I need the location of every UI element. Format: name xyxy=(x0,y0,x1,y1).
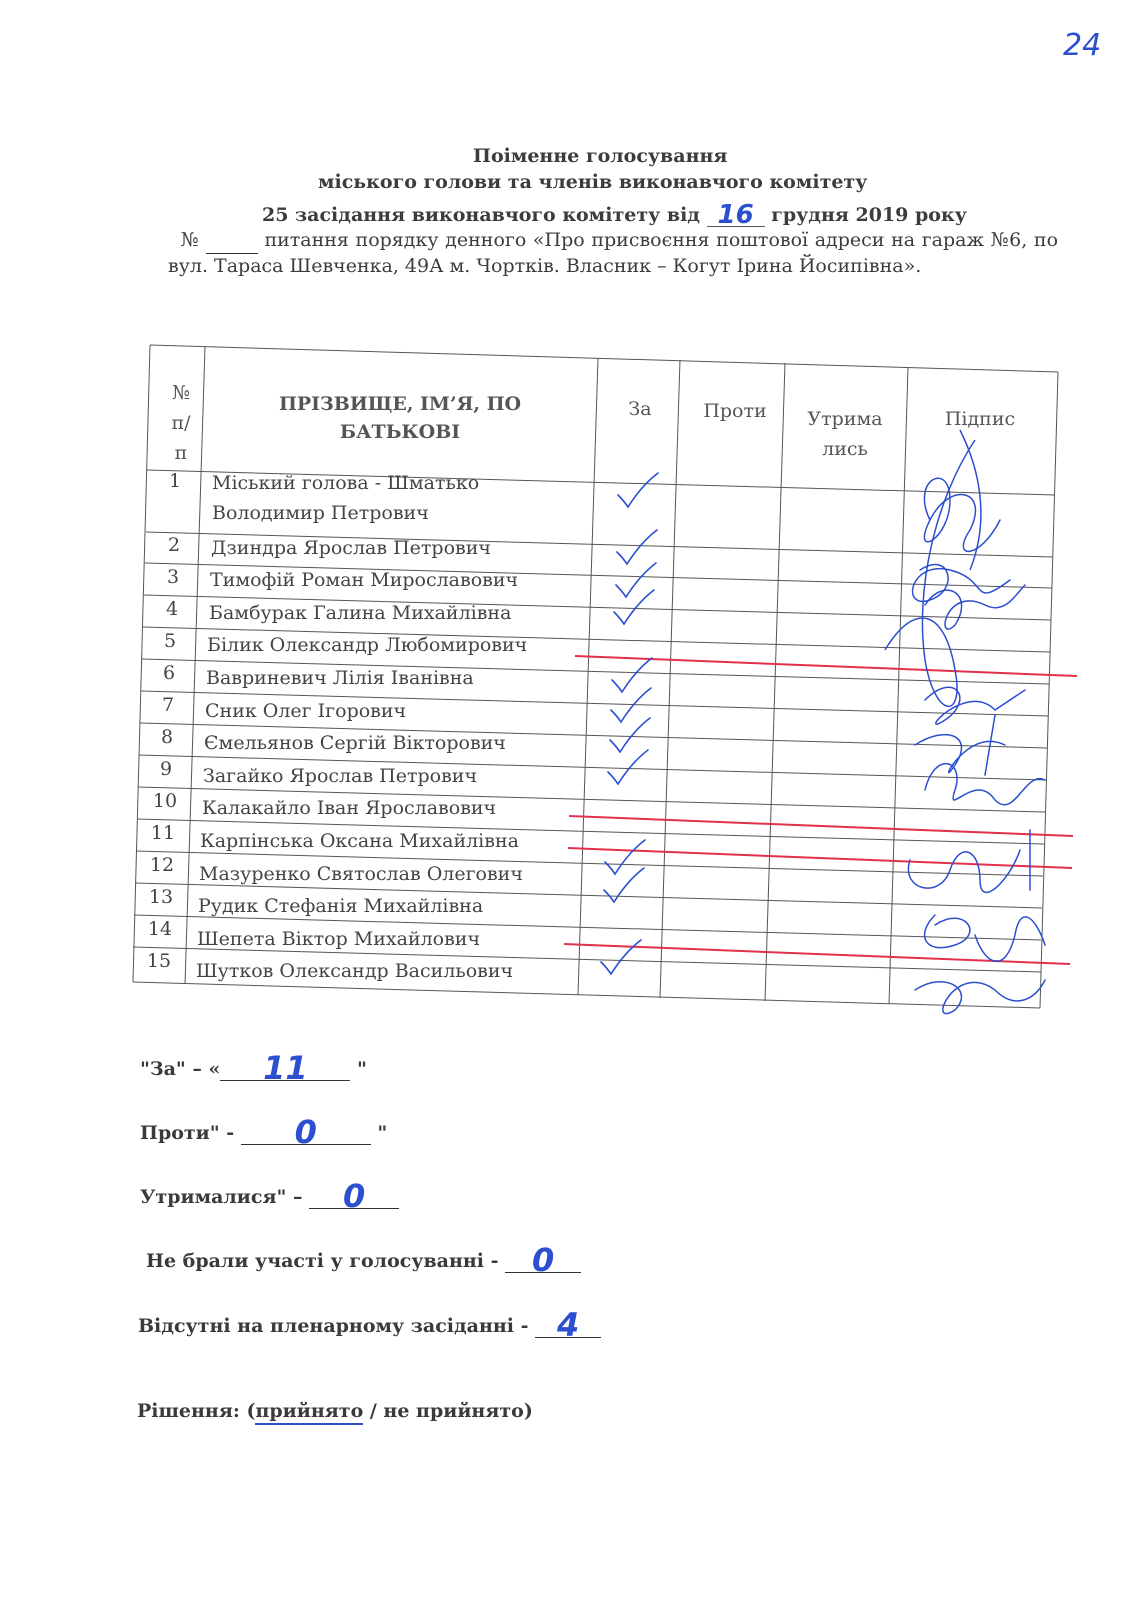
summary-against xyxy=(140,1112,388,1151)
title-line-1: Поіменне голосування xyxy=(473,145,728,167)
summary-not-voted-value: 0 xyxy=(532,1241,555,1279)
row-member-name-line2: Володимир Петрович xyxy=(212,502,429,524)
agenda-number-label: № xyxy=(180,229,200,251)
vote-for-checkmark xyxy=(604,868,644,902)
row-number: 15 xyxy=(146,950,172,972)
summary-against-value: 0 xyxy=(294,1113,317,1151)
member-signature xyxy=(925,585,1025,629)
row-number: 1 xyxy=(168,470,182,492)
decision-line xyxy=(137,1400,533,1422)
row-number: 5 xyxy=(163,630,177,652)
member-signature xyxy=(915,980,1045,1014)
row-member-name: Калакайло Іван Ярославович xyxy=(202,797,497,819)
header-abstain: Утрима лись xyxy=(807,408,883,460)
decision-separator: / xyxy=(363,1400,384,1422)
member-signature xyxy=(915,715,1005,775)
summary-abstain-value: 0 xyxy=(342,1177,366,1215)
title-line-3-suffix: грудня 2019 року xyxy=(771,204,967,226)
header-signature: Підпис xyxy=(944,408,1016,430)
title-line-3-prefix: 25 засідання виконавчого комітету від xyxy=(262,204,700,226)
row-member-name: Міський голова - Шматько xyxy=(212,472,480,494)
row-member-name: Ємельянов Сергій Вікторович xyxy=(204,732,506,754)
vote-for-checkmark xyxy=(605,840,645,874)
summary-absent-label: Відсутні на пленарному засіданні - xyxy=(138,1315,529,1337)
header-number: № п/ п xyxy=(171,382,191,464)
row-number: 7 xyxy=(161,694,175,716)
absent-strike-line xyxy=(568,848,1072,868)
row-member-name: Загайко Ярослав Петрович xyxy=(203,765,478,787)
decision-accepted: прийнято xyxy=(255,1400,363,1425)
row-number: 6 xyxy=(162,662,176,684)
row-member-name: Тимофій Роман Мирославович xyxy=(210,569,519,591)
vote-for-checkmark xyxy=(618,473,658,507)
summary-against-close: " xyxy=(377,1122,388,1144)
summary-absent-field xyxy=(535,1305,601,1344)
summary-for-close: " xyxy=(357,1058,367,1080)
row-member-name: Шутков Олександр Васильович xyxy=(196,960,514,982)
row-member-name: Бамбурак Галина Михайлівна xyxy=(209,602,512,624)
title-line-2: міського голови та членів виконавчого комітету xyxy=(318,171,868,193)
row-number: 10 xyxy=(152,790,178,812)
row-number: 2 xyxy=(167,534,181,556)
mayor-signature xyxy=(885,430,981,706)
row-number: 14 xyxy=(147,918,173,940)
summary-abstain xyxy=(140,1176,399,1215)
header-name: ПРІЗВИЩЕ, ІМ’Я, ПО БАТЬКОВІ xyxy=(278,393,522,443)
summary-for-value: 11 xyxy=(263,1049,308,1087)
row-member-name: Вавриневич Лілія Іванівна xyxy=(206,667,474,689)
vote-for-checkmark xyxy=(616,563,656,597)
vote-for-checkmark xyxy=(608,750,648,784)
member-signature xyxy=(925,764,1045,805)
summary-not-voted-field xyxy=(505,1240,581,1279)
member-signature xyxy=(925,915,1045,961)
page-number: 24 xyxy=(1063,28,1102,63)
row-number: 12 xyxy=(149,854,175,876)
row-number: 9 xyxy=(159,758,173,780)
summary-against-field xyxy=(241,1112,371,1151)
meeting-day-value: 16 xyxy=(717,200,754,230)
vote-for-checkmark xyxy=(612,658,652,692)
row-number: 13 xyxy=(148,886,174,908)
decision-rejected: не прийнято xyxy=(383,1400,524,1422)
summary-absent xyxy=(138,1305,601,1344)
row-member-name: Сник Олег Ігорович xyxy=(205,700,407,722)
summary-absent-value: 4 xyxy=(557,1306,580,1344)
row-member-name: Дзиндра Ярослав Петрович xyxy=(211,537,491,559)
row-member-name: Шепета Віктор Михайлович xyxy=(197,928,481,950)
row-number: 11 xyxy=(150,822,176,844)
header-against: Проти xyxy=(703,400,767,422)
decision-suffix: ) xyxy=(523,1400,533,1422)
row-member-name: Рудик Стефанія Михайлівна xyxy=(198,895,484,917)
absent-strike-line xyxy=(569,816,1073,836)
summary-not-voted-label: Не брали участі у голосуванні - xyxy=(146,1250,499,1272)
summary-against-label: Проти" - xyxy=(140,1122,235,1144)
member-signature xyxy=(924,478,1000,551)
member-signature xyxy=(925,687,1025,724)
summary-for-label: "За" – « xyxy=(140,1058,221,1080)
row-member-name: Мазуренко Святослав Олегович xyxy=(199,863,523,885)
row-member-name: Білик Олександр Любомирович xyxy=(207,634,528,656)
row-number: 3 xyxy=(166,566,180,588)
vote-for-checkmark xyxy=(611,688,651,722)
vote-for-checkmark xyxy=(614,590,654,624)
summary-for-field xyxy=(220,1048,350,1087)
member-signature xyxy=(908,830,1030,892)
summary-abstain-field xyxy=(309,1176,399,1215)
summary-abstain-label: Утрималися" – xyxy=(140,1186,303,1208)
vote-for-checkmark xyxy=(610,718,650,752)
agenda-description: питання порядку денного «Про присвоєння поштової адреси на гараж №6, по вул. Тараса Шевченка, 49А м. Чортків. Власник – Когут Ірина Йосипівна». xyxy=(168,229,1059,277)
summary-not-voted xyxy=(146,1240,581,1279)
summary-for xyxy=(140,1048,367,1087)
row-number: 4 xyxy=(165,598,179,620)
vote-for-checkmark xyxy=(617,530,657,564)
row-number: 8 xyxy=(160,726,174,748)
header-for: За xyxy=(628,398,652,420)
decision-prefix: Рішення: ( xyxy=(137,1400,256,1422)
row-member-name: Карпінська Оксана Михайлівна xyxy=(200,830,519,852)
